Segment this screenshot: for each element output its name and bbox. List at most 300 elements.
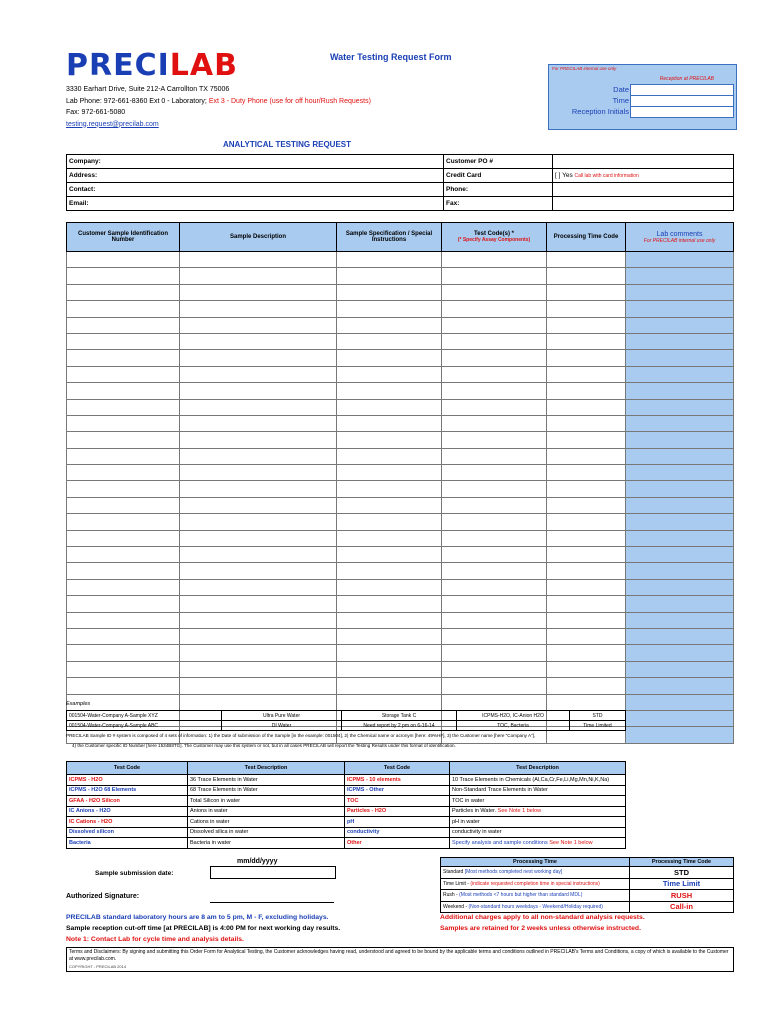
sample-cell[interactable] <box>547 579 626 595</box>
sample-cell[interactable] <box>442 399 547 415</box>
sample-cell[interactable] <box>626 612 734 628</box>
sample-row <box>67 399 734 415</box>
sample-cell[interactable] <box>626 596 734 612</box>
sample-cell[interactable] <box>337 301 442 317</box>
sample-cell[interactable] <box>180 579 337 595</box>
sample-cell[interactable] <box>337 432 442 448</box>
section-title: ANALYTICAL TESTING REQUEST <box>223 140 352 149</box>
credit-card-label: Credit Card <box>444 169 553 183</box>
test-desc: Dissolved silica in water <box>188 827 345 838</box>
signature-field[interactable] <box>210 902 334 903</box>
example-cell: 001504-Water-Company A-Sample XYZ <box>67 711 222 721</box>
sample-cell[interactable] <box>67 268 180 284</box>
sample-cell[interactable] <box>337 399 442 415</box>
example-cell: ICPMS-H2O, IC-Anion H2O <box>457 711 570 721</box>
submission-date-field[interactable] <box>210 866 336 879</box>
cutoff-line: Sample reception cut-off time [at PRECILAB] is 4:00 PM for next working day results. <box>66 925 341 932</box>
sample-cell[interactable] <box>547 399 626 415</box>
sample-cell[interactable] <box>337 612 442 628</box>
sample-cell[interactable] <box>626 399 734 415</box>
sample-cell[interactable] <box>67 432 180 448</box>
sample-cell[interactable] <box>442 350 547 366</box>
sample-cell[interactable] <box>67 579 180 595</box>
sample-cell[interactable] <box>626 563 734 579</box>
date-format-hint: mm/dd/yyyy <box>237 858 278 865</box>
signature-label: Authorized Signature: <box>66 893 140 900</box>
test-code-row <box>67 775 626 786</box>
test-code: IC Anions - H2O <box>67 806 188 817</box>
sample-cell[interactable] <box>67 301 180 317</box>
sample-cell[interactable] <box>180 563 337 579</box>
sample-cell[interactable] <box>337 415 442 431</box>
test-code-header: Test Code <box>345 762 450 775</box>
test-desc: Anions in water <box>188 806 345 817</box>
sample-cell[interactable] <box>67 563 180 579</box>
sample-cell[interactable] <box>547 284 626 300</box>
sample-cell[interactable] <box>626 645 734 661</box>
sample-cell[interactable] <box>547 268 626 284</box>
reception-title: Reception at PRECILAB <box>659 76 714 82</box>
sample-cell[interactable] <box>442 645 547 661</box>
test-desc-header: Test Description <box>188 762 345 775</box>
sample-cell[interactable] <box>626 678 734 694</box>
sample-cell[interactable] <box>442 628 547 644</box>
sample-cell[interactable] <box>626 661 734 677</box>
sample-row <box>67 383 734 399</box>
test-desc: Cations in water <box>188 817 345 828</box>
sample-cell[interactable] <box>547 432 626 448</box>
sample-cell[interactable] <box>442 497 547 513</box>
sample-cell[interactable] <box>442 317 547 333</box>
test-desc: TOC in water <box>450 796 626 807</box>
fax-field[interactable] <box>553 197 734 211</box>
contact-field[interactable]: Contact: <box>67 183 444 197</box>
phone-field[interactable] <box>553 183 734 197</box>
processing-code: RUSH <box>630 890 734 902</box>
sample-cell[interactable] <box>442 415 547 431</box>
sample-cell[interactable] <box>547 678 626 694</box>
sample-cell[interactable] <box>626 383 734 399</box>
sample-cell[interactable] <box>337 252 442 268</box>
sample-cell[interactable] <box>626 547 734 563</box>
processing-desc: Rush - (Most methods <7 hours but higher than standard MDL) <box>441 890 630 902</box>
lab-email-link[interactable]: testing.request@precilab.com <box>66 120 159 128</box>
sample-cell[interactable] <box>180 547 337 563</box>
test-code: ICPMS - Other <box>345 785 450 796</box>
sample-cell[interactable] <box>442 465 547 481</box>
sample-cell[interactable] <box>180 333 337 349</box>
sample-cell[interactable] <box>180 628 337 644</box>
sample-row <box>67 448 734 464</box>
processing-code: Time Limit <box>630 878 734 890</box>
sample-cell[interactable] <box>67 596 180 612</box>
test-code-row <box>67 827 626 838</box>
sample-cell[interactable] <box>67 628 180 644</box>
submission-date-label: Sample submission date: <box>95 870 174 877</box>
reception-initials-label: Reception Initials <box>571 107 629 116</box>
sample-cell[interactable] <box>626 497 734 513</box>
hours-line: PRECILAB standard laboratory hours are 8 am to 5 pm, M - F, excluding holidays. <box>66 914 329 921</box>
email-field[interactable]: Email: <box>67 197 444 211</box>
sample-cell[interactable] <box>547 628 626 644</box>
sample-cell[interactable] <box>180 645 337 661</box>
test-code-header: Test Code <box>67 762 188 775</box>
terms-box <box>66 947 734 972</box>
sample-cell[interactable] <box>67 317 180 333</box>
sample-cell[interactable] <box>442 252 547 268</box>
test-code-row <box>67 785 626 796</box>
sample-cell[interactable] <box>442 678 547 694</box>
example-cell: 001504-Water-Company A-Sample ABC <box>67 721 222 731</box>
processing-desc: Standard [Most methods completed next working day] <box>441 867 630 879</box>
sample-cell[interactable] <box>547 465 626 481</box>
address-field[interactable]: Address: <box>67 169 444 183</box>
sample-cell[interactable] <box>180 432 337 448</box>
test-code: GFAA - H2O Silicon <box>67 796 188 807</box>
sample-cell[interactable] <box>626 710 734 726</box>
sample-cell[interactable] <box>67 465 180 481</box>
sample-cell[interactable] <box>337 694 442 710</box>
sample-row <box>67 465 734 481</box>
col-sample-description: Sample Description <box>180 223 337 252</box>
sample-cell[interactable] <box>67 366 180 382</box>
sample-cell[interactable] <box>67 547 180 563</box>
sample-row <box>67 350 734 366</box>
sample-cell[interactable] <box>67 448 180 464</box>
sample-cell[interactable] <box>626 628 734 644</box>
sample-cell[interactable] <box>626 301 734 317</box>
sample-cell[interactable] <box>337 366 442 382</box>
sample-cell[interactable] <box>626 252 734 268</box>
sample-cell[interactable] <box>67 612 180 628</box>
form-title: Water Testing Request Form <box>330 52 452 62</box>
sample-cell[interactable] <box>547 661 626 677</box>
test-code: Dissolved silicon <box>67 827 188 838</box>
lab-hours-block <box>66 912 340 945</box>
sample-cell[interactable] <box>442 661 547 677</box>
sample-cell[interactable] <box>67 481 180 497</box>
sample-cell[interactable] <box>547 514 626 530</box>
sample-cell[interactable] <box>67 399 180 415</box>
sample-row <box>67 628 734 644</box>
sample-cell[interactable] <box>547 645 626 661</box>
sample-cell[interactable] <box>547 252 626 268</box>
sample-cell[interactable] <box>337 628 442 644</box>
sample-cell[interactable] <box>180 399 337 415</box>
sample-row <box>67 514 734 530</box>
sample-row <box>67 547 734 563</box>
sample-cell[interactable] <box>180 530 337 546</box>
processing-desc: Time Limit - (indicate requested completion time in special instructions) <box>441 878 630 890</box>
sample-cell[interactable] <box>337 383 442 399</box>
test-code: ICPMS - H2O 68 Elements <box>67 785 188 796</box>
sample-cell[interactable] <box>180 350 337 366</box>
sample-row <box>67 333 734 349</box>
col-test-codes: Test Code(s) * (* Specify Assay Components) <box>442 223 547 252</box>
sample-row <box>67 497 734 513</box>
example-cell: STD <box>570 711 626 721</box>
example-cell: Time Limited <box>570 721 626 731</box>
test-desc: Bacteria in water <box>188 838 345 849</box>
sample-cell[interactable] <box>67 645 180 661</box>
lab-address: 3330 Earhart Drive, Suite 212-A Carrollton TX 75006 <box>66 86 230 93</box>
test-code: TOC <box>345 796 450 807</box>
sample-cell[interactable] <box>180 612 337 628</box>
sample-row <box>67 317 734 333</box>
sample-cell[interactable] <box>180 415 337 431</box>
sample-cell[interactable] <box>626 579 734 595</box>
test-desc: 68 Trace Elements in Water <box>188 785 345 796</box>
test-code-row <box>67 817 626 828</box>
test-code: Bacteria <box>67 838 188 849</box>
sample-cell[interactable] <box>547 383 626 399</box>
sample-cell[interactable] <box>337 563 442 579</box>
examples-table <box>66 710 626 731</box>
sample-cell[interactable] <box>626 366 734 382</box>
reception-date-label: Date <box>613 85 629 94</box>
sample-cell[interactable] <box>180 448 337 464</box>
lab-phone: Lab Phone: 972-661-8360 Ext 0 - Laboratory; Ext 3 - Duty Phone (use for off hour/Rush Requests) <box>66 97 371 105</box>
sample-cell[interactable] <box>626 530 734 546</box>
sample-cell[interactable] <box>180 268 337 284</box>
additional-charges-block <box>440 912 645 934</box>
sample-cell[interactable] <box>337 284 442 300</box>
sample-cell[interactable] <box>337 530 442 546</box>
sample-cell[interactable] <box>337 465 442 481</box>
processing-desc: Weekend - (Non-standard hours weekdays - Weekend/Holiday required) <box>441 901 630 913</box>
sample-cell[interactable] <box>442 432 547 448</box>
sample-cell[interactable] <box>337 661 442 677</box>
precilab-logo: PRECILAB <box>66 48 238 83</box>
sample-cell[interactable] <box>442 530 547 546</box>
sample-cell[interactable] <box>180 317 337 333</box>
sample-cell[interactable] <box>180 301 337 317</box>
sample-cell[interactable] <box>626 317 734 333</box>
sample-cell[interactable] <box>337 333 442 349</box>
test-code: ICPMS - 10 elements <box>345 775 450 786</box>
sample-cell[interactable] <box>337 514 442 530</box>
sample-cell[interactable] <box>626 415 734 431</box>
terms-text: Terms and Disclaimers: By signing and submitting this Order Form for Analytical Testing, the Customer acknowledges having read, understood and agreed to be bound by the applicable terms and conditions outlined in PRECILAB's Terms and Conditions, a copy of which is available to the Customer at www.precilab.com. <box>69 949 729 962</box>
test-code: Other <box>345 838 450 849</box>
note-line: Note 1: Contact Lab for cycle time and analysis details. <box>66 936 244 943</box>
sample-cell[interactable] <box>442 612 547 628</box>
example-row <box>67 721 626 731</box>
test-desc: Total Silicon in water <box>188 796 345 807</box>
test-code-row <box>67 806 626 817</box>
sample-cell[interactable] <box>442 284 547 300</box>
sample-cell[interactable] <box>67 252 180 268</box>
sample-cell[interactable] <box>337 579 442 595</box>
sample-cell[interactable] <box>67 530 180 546</box>
sample-row <box>67 678 734 694</box>
sample-row <box>67 432 734 448</box>
processing-code: STD <box>630 867 734 879</box>
sample-cell[interactable] <box>67 333 180 349</box>
sample-cell[interactable] <box>67 284 180 300</box>
example-cell: Ultra Pure Water <box>222 711 342 721</box>
sample-cell[interactable] <box>626 350 734 366</box>
sample-cell[interactable] <box>547 481 626 497</box>
col-lab-comments: Lab comments For PRECILAB internal use only <box>626 223 734 252</box>
col-processing-time: Processing Time Code <box>547 223 626 252</box>
sample-cell[interactable] <box>67 497 180 513</box>
retention-line: Samples are retained for 2 weeks unless otherwise instructed. <box>440 925 641 932</box>
processing-row <box>441 878 734 890</box>
sample-cell[interactable] <box>67 415 180 431</box>
sample-cell[interactable] <box>180 366 337 382</box>
sample-cell[interactable] <box>547 366 626 382</box>
sample-cell[interactable] <box>547 333 626 349</box>
example-row <box>67 711 626 721</box>
sample-row <box>67 530 734 546</box>
sample-cell[interactable] <box>67 514 180 530</box>
sample-cell[interactable] <box>547 448 626 464</box>
sample-row <box>67 661 734 677</box>
sample-cell[interactable] <box>626 284 734 300</box>
example-cell: DI Water <box>222 721 342 731</box>
sample-cell[interactable] <box>180 465 337 481</box>
processing-code-header: Processing Time Code <box>630 858 734 867</box>
sample-cell[interactable] <box>180 596 337 612</box>
lab-fax: Fax: 972-661-5080 <box>66 109 126 116</box>
fax-label: Fax: <box>444 197 553 211</box>
sample-cell[interactable] <box>67 661 180 677</box>
test-desc: 10 Trace Elements in Chemicals (Al,Ca,Cr,Fe,Li,Mg,Mn,Ni,K,Na) <box>450 775 626 786</box>
sample-row <box>67 268 734 284</box>
sample-cell[interactable] <box>547 350 626 366</box>
sample-cell[interactable] <box>442 694 547 710</box>
sample-cell[interactable] <box>337 596 442 612</box>
sample-cell[interactable] <box>626 481 734 497</box>
sample-cell[interactable] <box>442 268 547 284</box>
test-desc: conductivity in water <box>450 827 626 838</box>
col-special-instructions: Sample Specification / Special Instructions <box>337 223 442 252</box>
sample-cell[interactable] <box>442 301 547 317</box>
test-code: IC Cations - H2O <box>67 817 188 828</box>
sample-cell[interactable] <box>626 514 734 530</box>
sample-cell[interactable] <box>547 612 626 628</box>
sample-row <box>67 694 734 710</box>
charges-line: Additional charges apply to all non-standard analysis requests. <box>440 914 645 921</box>
copyright: COPYRIGHT - PRECILAB 2014 <box>69 964 127 969</box>
sample-cell[interactable] <box>442 383 547 399</box>
sample-cell[interactable] <box>180 514 337 530</box>
sample-cell[interactable] <box>626 694 734 710</box>
sample-cell[interactable] <box>547 530 626 546</box>
reception-initials-field[interactable] <box>630 106 734 118</box>
test-code-row <box>67 796 626 807</box>
col-sample-id: Customer Sample Identification Number <box>67 223 180 252</box>
sample-cell[interactable] <box>337 547 442 563</box>
sample-cell[interactable] <box>337 497 442 513</box>
sample-cell[interactable] <box>337 678 442 694</box>
sample-cell[interactable] <box>442 366 547 382</box>
sample-row <box>67 284 734 300</box>
sample-cell[interactable] <box>442 514 547 530</box>
sample-cell[interactable] <box>547 317 626 333</box>
sample-cell[interactable] <box>337 317 442 333</box>
sample-cell[interactable] <box>442 547 547 563</box>
sample-cell[interactable] <box>442 579 547 595</box>
example-cell: Need report by 2 pm on 6-16-14 <box>342 721 457 731</box>
sample-cell[interactable] <box>626 465 734 481</box>
sample-row <box>67 252 734 268</box>
sample-cell[interactable] <box>547 563 626 579</box>
sample-cell[interactable] <box>547 547 626 563</box>
sample-cell[interactable] <box>180 694 337 710</box>
sample-cell[interactable] <box>67 678 180 694</box>
test-desc: Non-Standard Trace Elements in Water <box>450 785 626 796</box>
sample-cell[interactable] <box>442 563 547 579</box>
sample-row <box>67 579 734 595</box>
sample-cell[interactable] <box>180 252 337 268</box>
sample-cell[interactable] <box>67 383 180 399</box>
sample-cell[interactable] <box>67 350 180 366</box>
sample-cell[interactable] <box>180 481 337 497</box>
sample-cell[interactable] <box>337 350 442 366</box>
test-code: ICPMS - H2O <box>67 775 188 786</box>
customer-po-field[interactable] <box>553 155 734 169</box>
sample-cell[interactable] <box>547 596 626 612</box>
sample-cell[interactable] <box>180 661 337 677</box>
credit-card-checkbox[interactable]: [ ] Yes Call lab with card information <box>553 169 734 183</box>
customer-info-table <box>66 154 734 211</box>
example-cell: TOC, Bacteria <box>457 721 570 731</box>
sample-cell[interactable] <box>442 333 547 349</box>
test-code: Particles - H2O <box>345 806 450 817</box>
sample-id-explanation: PRECILAB Sample ID # system is composed of 4 sets of information: 1) the Date of submission of the Sample [in the example: 001504], 2) the Chemical name or acronym [here: 49%HF], 3) the Customer name [here "Company A"], 4) the Customer specific ID Number [here 1534B8TG]. The Customer may use this system or not, but in all cases PRECILAB will report the Testing Results under this format of identification. <box>66 733 536 748</box>
sample-cell[interactable] <box>626 448 734 464</box>
sample-cell[interactable] <box>337 448 442 464</box>
sample-cell[interactable] <box>180 383 337 399</box>
sample-cell[interactable] <box>442 481 547 497</box>
sample-cell[interactable] <box>626 333 734 349</box>
sample-row <box>67 366 734 382</box>
test-desc: pH in water <box>450 817 626 828</box>
test-code: pH <box>345 817 450 828</box>
processing-time-table <box>440 857 734 913</box>
sample-cell[interactable] <box>337 481 442 497</box>
sample-cell[interactable] <box>626 268 734 284</box>
sample-cell[interactable] <box>626 432 734 448</box>
test-desc-header: Test Description <box>450 762 626 775</box>
test-desc: Particles in Water. See Note 1 below <box>450 806 626 817</box>
sample-cell[interactable] <box>547 694 626 710</box>
company-field[interactable]: Company: <box>67 155 444 169</box>
sample-cell[interactable] <box>442 448 547 464</box>
sample-table <box>66 222 734 744</box>
sample-cell[interactable] <box>180 678 337 694</box>
sample-cell[interactable] <box>547 415 626 431</box>
processing-code: Call-in <box>630 901 734 913</box>
sample-cell[interactable] <box>337 645 442 661</box>
sample-cell[interactable] <box>337 268 442 284</box>
customer-po-label: Customer PO # <box>444 155 553 169</box>
sample-cell[interactable] <box>547 497 626 513</box>
sample-row <box>67 301 734 317</box>
sample-row <box>67 596 734 612</box>
sample-cell[interactable] <box>547 301 626 317</box>
sample-cell[interactable] <box>442 596 547 612</box>
lab-contact-block <box>66 84 371 130</box>
processing-row <box>441 890 734 902</box>
test-code-row <box>67 838 626 849</box>
reception-box <box>548 64 737 130</box>
sample-cell[interactable] <box>180 497 337 513</box>
test-desc: Specify analysis and sample conditions See Note 1 below <box>450 838 626 849</box>
sample-cell[interactable] <box>180 284 337 300</box>
